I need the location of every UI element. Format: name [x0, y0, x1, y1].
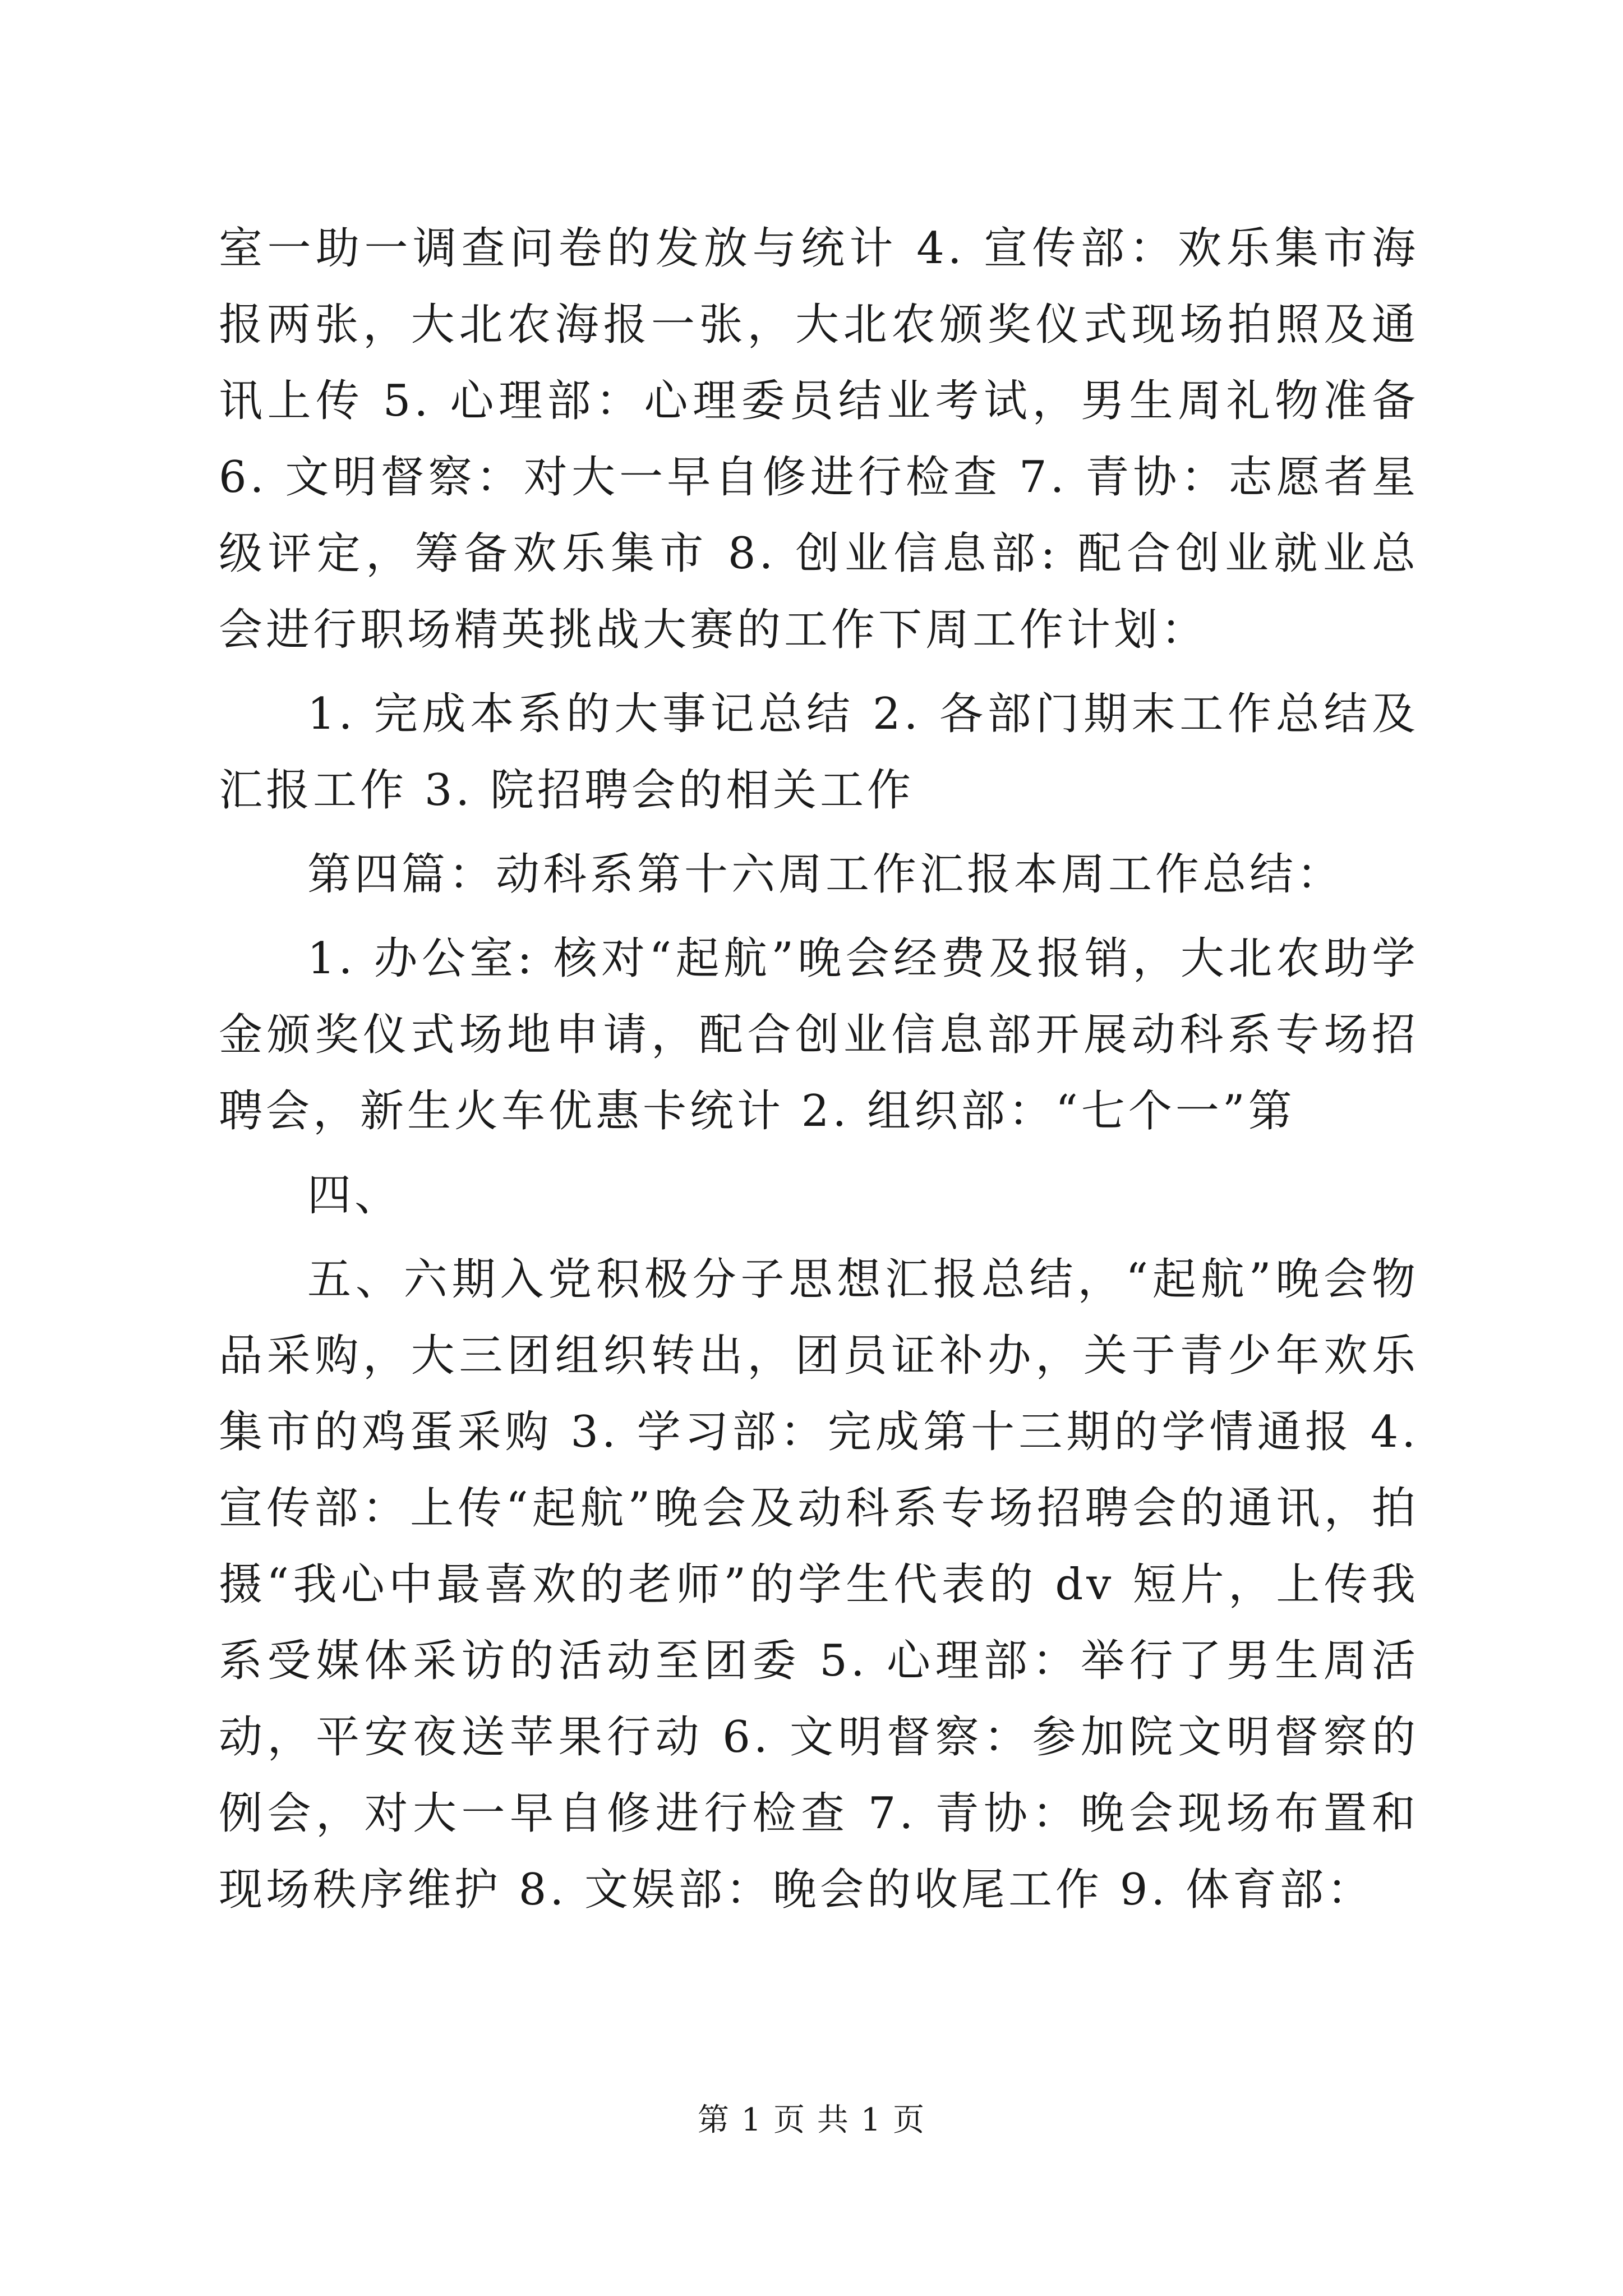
paragraph-office-summary: 1. 办公室: 核对“起航”晚会经费及报销，大北农助学金颁奖仪式场地申请，配合创业信息部开展动科系专场招聘会，新生火车优惠卡统计 2. 组织部：“七个一”第 [219, 933, 1419, 1137]
document-body [219, 210, 1419, 1928]
paragraph-continuation: 室一助一调查问卷的发放与统计 4. 宣传部：欢乐集市海报两张，大北农海报一张，大北农颁奖仪式现场拍照及通讯上传 5. 心理部：心理委员结业考试，男生周礼物准备 6. 文明督察：对大一早自修进行检查 7. 青协：志愿者星级评定，筹备欢乐集市 8. 创业信息部: 配合创业就业总会进行职场精英挑战大赛的工作下周工作计划： [219, 223, 1419, 655]
paragraph-department-summary: 五、六期入党积极分子思想汇报总结，“起航”晚会物品采购，大三团组织转出，团员证补办，关于青少年欢乐集市的鸡蛋采购 3. 学习部：完成第十三期的学情通报 4. 宣传部：上传“起航”晚会及动科系专场招聘会的通讯，拍摄“我心中最喜欢的老师”的学生代表的 dv 短片，上传我系受媒体采访的活动至团委 5. 心理部：举行了男生周活动，平安夜送苹果行动 6. 文明督察：参加院文明督察的例会，对大一早自修进行检查 7. 青协：晚会现场布置和现场秩序维护 8. 文娱部：晚会的收尾工作 9. 体育部： [219, 1254, 1419, 1915]
paragraph-item-four: 四、 [307, 1170, 402, 1221]
page-footer: 第 1 页 共 1 页 [697, 2102, 926, 2138]
paragraph-next-week-plan: 1. 完成本系的大事记总结 2. 各部门期末工作总结及汇报工作 3. 院招聘会的相关工作 [219, 689, 1419, 816]
paragraph-section-heading: 第四篇：动科系第十六周工作汇报本周工作总结： [307, 849, 1344, 900]
